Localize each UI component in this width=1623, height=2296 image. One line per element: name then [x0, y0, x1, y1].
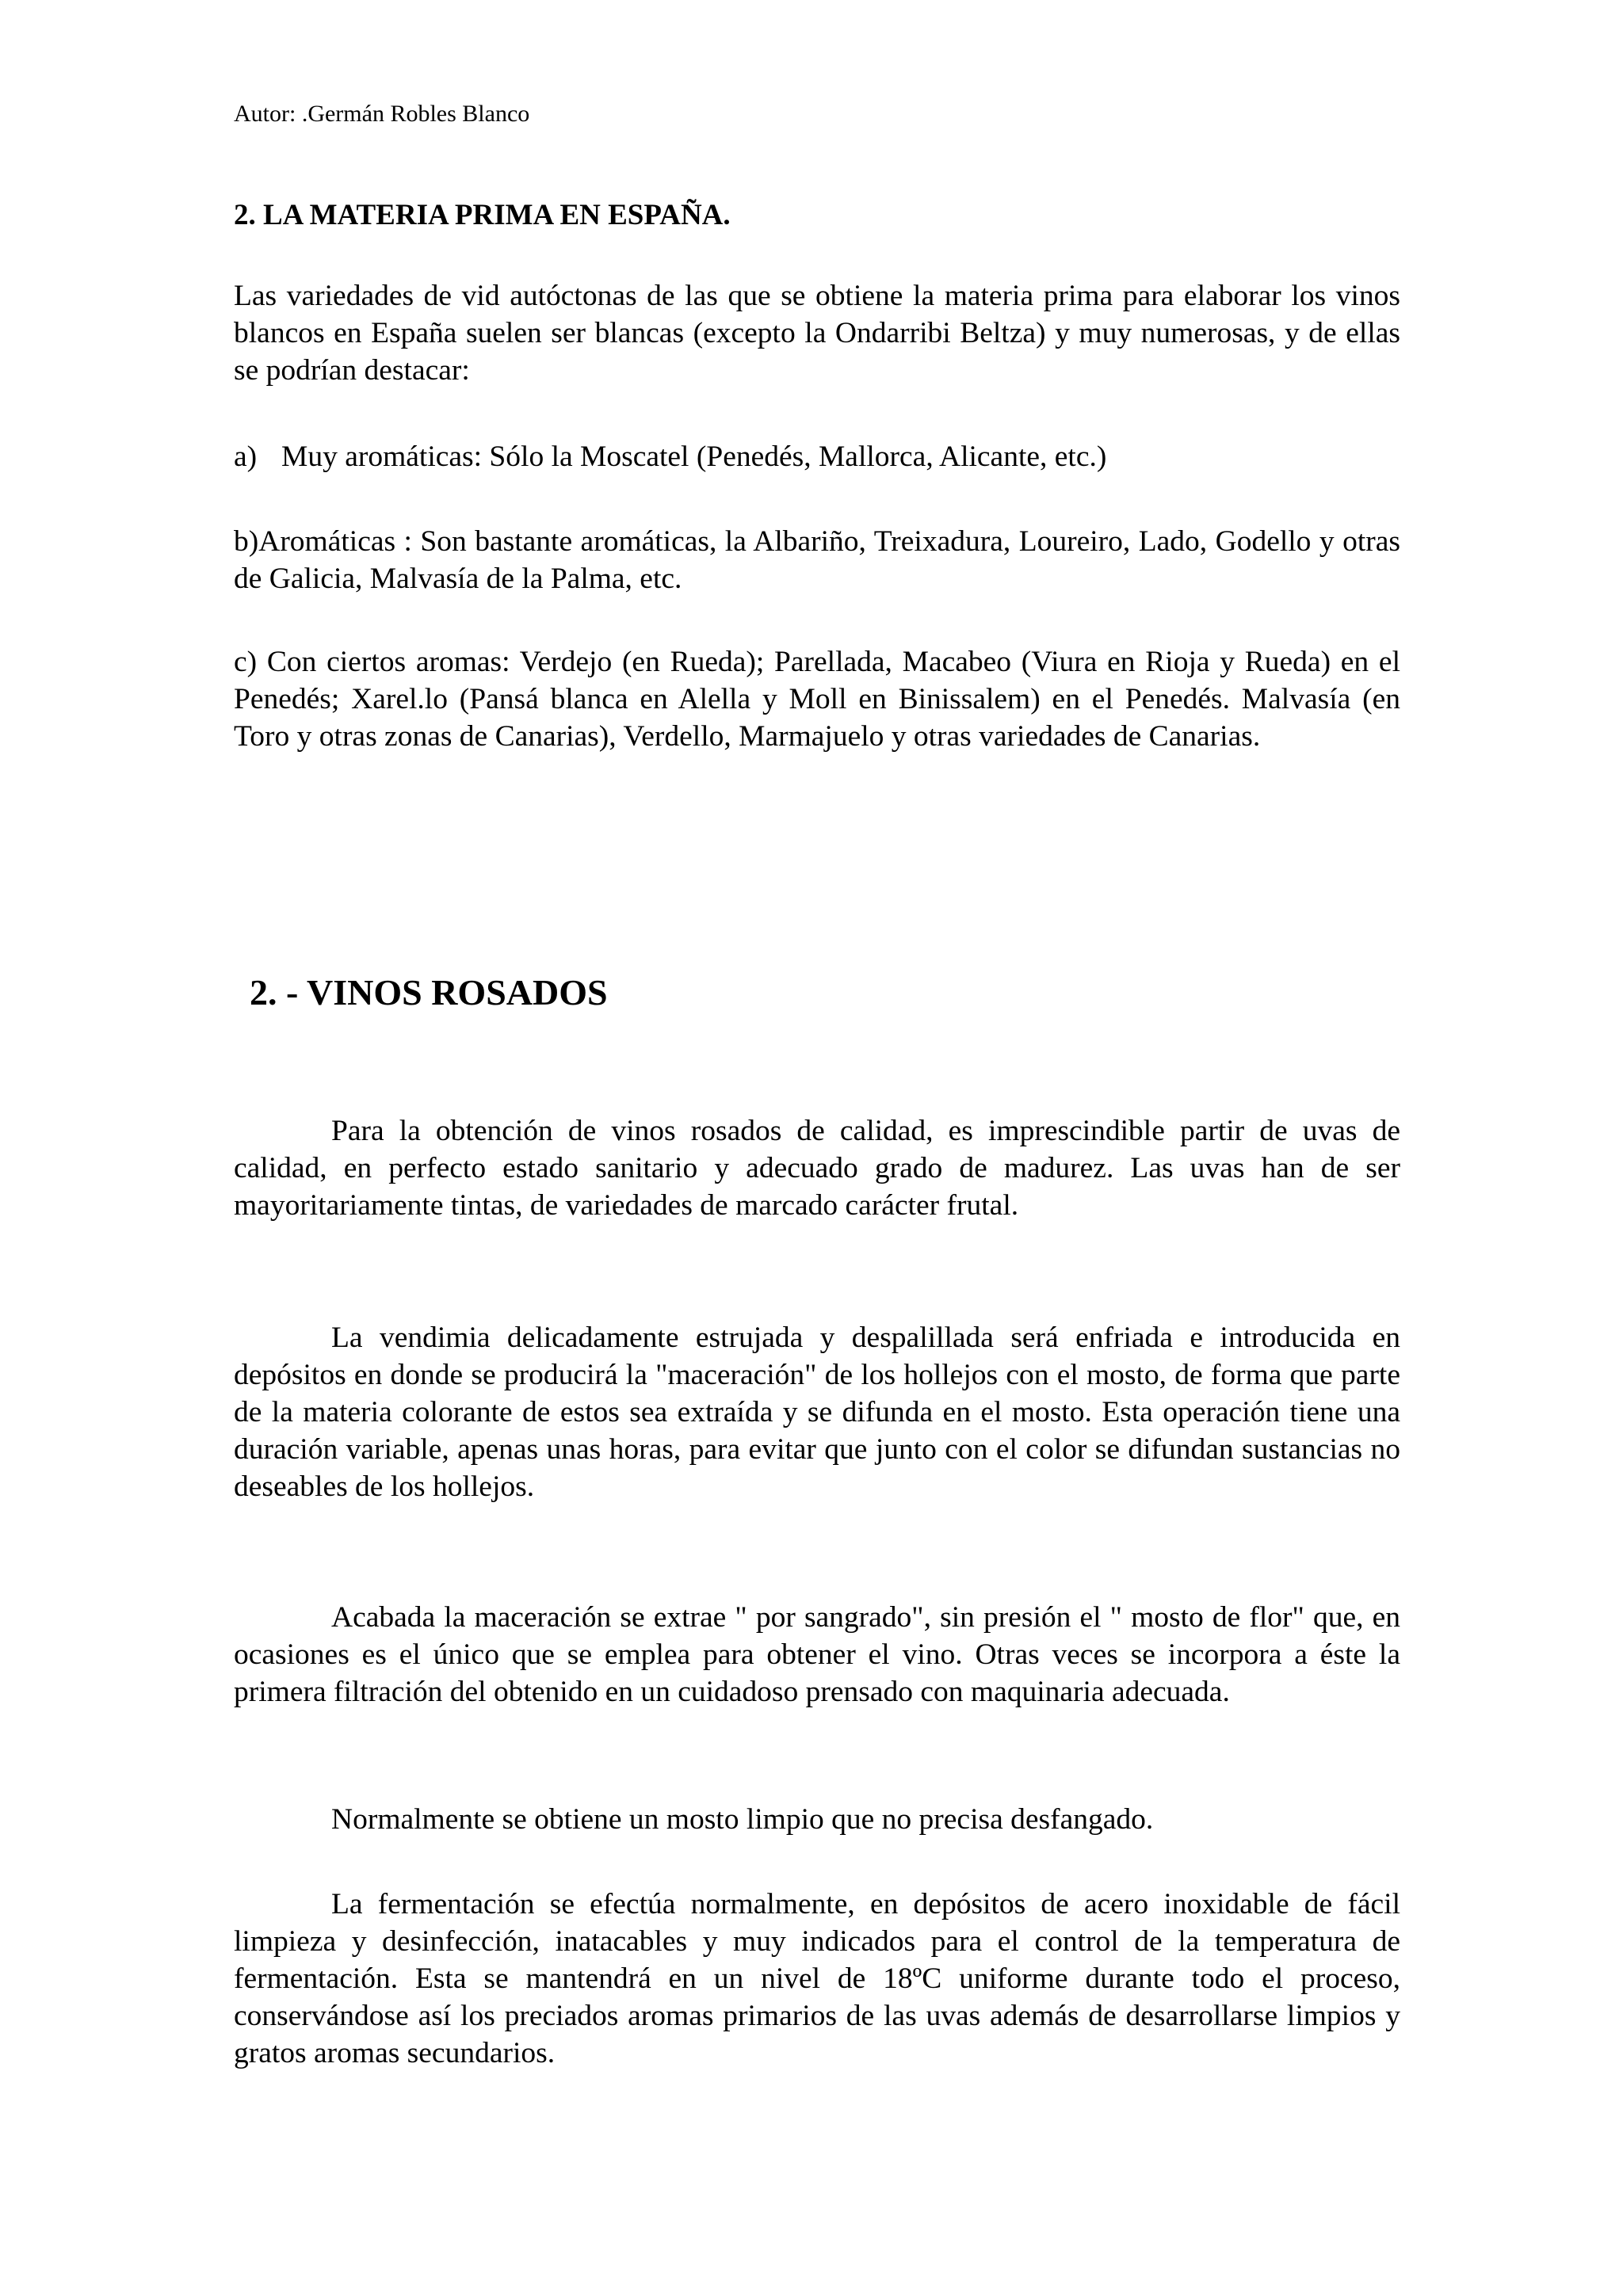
- rosados-paragraph: La fermentación se efectúa normalmente, en depósitos de acero inoxidable de fácil limpieza y desinfección, inatacables y muy indicados para el control de la temperatura de fermentación. Esta se mantendrá en un nivel de 18ºC uniforme durante todo el proceso, conservándose así los preciados aromas primarios de las uvas además de desarrollarse limpios y gratos aromas secundarios.: [234, 1888, 1400, 2069]
- section-title-vinos-rosados: 2. - VINOS ROSADOS: [250, 972, 608, 1013]
- list-item-a-label: a): [234, 441, 258, 473]
- list-item-a: [234, 438, 1400, 475]
- list-item-c: c) Con ciertos aromas: Verdejo (en Rueda); Parellada, Macabeo (Viura en Rioja y Rueda) en el Penedés; Xarel.lo (Pansá blanca en Alella y Moll en Binissalem) en el Penedés. Malvasía (en Toro y otras zonas de Canarias), Verdello, Marmajuelo y otras variedades de Canarias.: [234, 646, 1400, 753]
- rosados-paragraph: Para la obtención de vinos rosados de calidad, es imprescindible partir de uvas de calidad, en perfecto estado sanitario y adecuado grado de madurez. Las uvas han de ser mayoritariamente tintas, de variedades de marcado carácter frutal.: [234, 1115, 1400, 1222]
- author-line: Autor: .Germán Robles Blanco: [234, 101, 530, 127]
- list-item-b: b)Aromáticas : Son bastante aromáticas, la Albariño, Treixadura, Loureiro, Lado, Godello y otras de Galicia, Malvasía de la Palma, etc.: [234, 525, 1400, 595]
- intro-paragraph: Las variedades de vid autóctonas de las que se obtiene la materia prima para elaborar los vinos blancos en España suelen ser blancas (excepto la Ondarribi Beltza) y muy numerosas, y de ellas se podrían destacar:: [234, 280, 1400, 387]
- list-item-a-text: Muy aromáticas: Sólo la Moscatel (Penedés, Mallorca, Alicante, etc.): [281, 441, 1107, 473]
- rosados-paragraph: Normalmente se obtiene un mosto limpio que no precisa desfangado.: [331, 1803, 1154, 1836]
- section-title-materia-prima: 2. LA MATERIA PRIMA EN ESPAÑA.: [234, 199, 731, 231]
- rosados-paragraph: La vendimia delicadamente estrujada y despalillada será enfriada e introducida en depósitos en donde se producirá la "maceración" de los hollejos con el mosto, de forma que parte de la materia colorante de estos sea extraída y se difunda en el mosto. Esta operación tiene una duración variable, apenas unas horas, para evitar que junto con el color se difundan sustancias no deseables de los hollejos.: [234, 1322, 1400, 1503]
- rosados-paragraph: Acabada la maceración se extrae " por sangrado", sin presión el " mosto de flor" que, en ocasiones es el único que se emplea para obtener el vino. Otras veces se incorpora a éste la primera filtración del obtenido en un cuidadoso prensado con maquinaria adecuada.: [234, 1601, 1400, 1708]
